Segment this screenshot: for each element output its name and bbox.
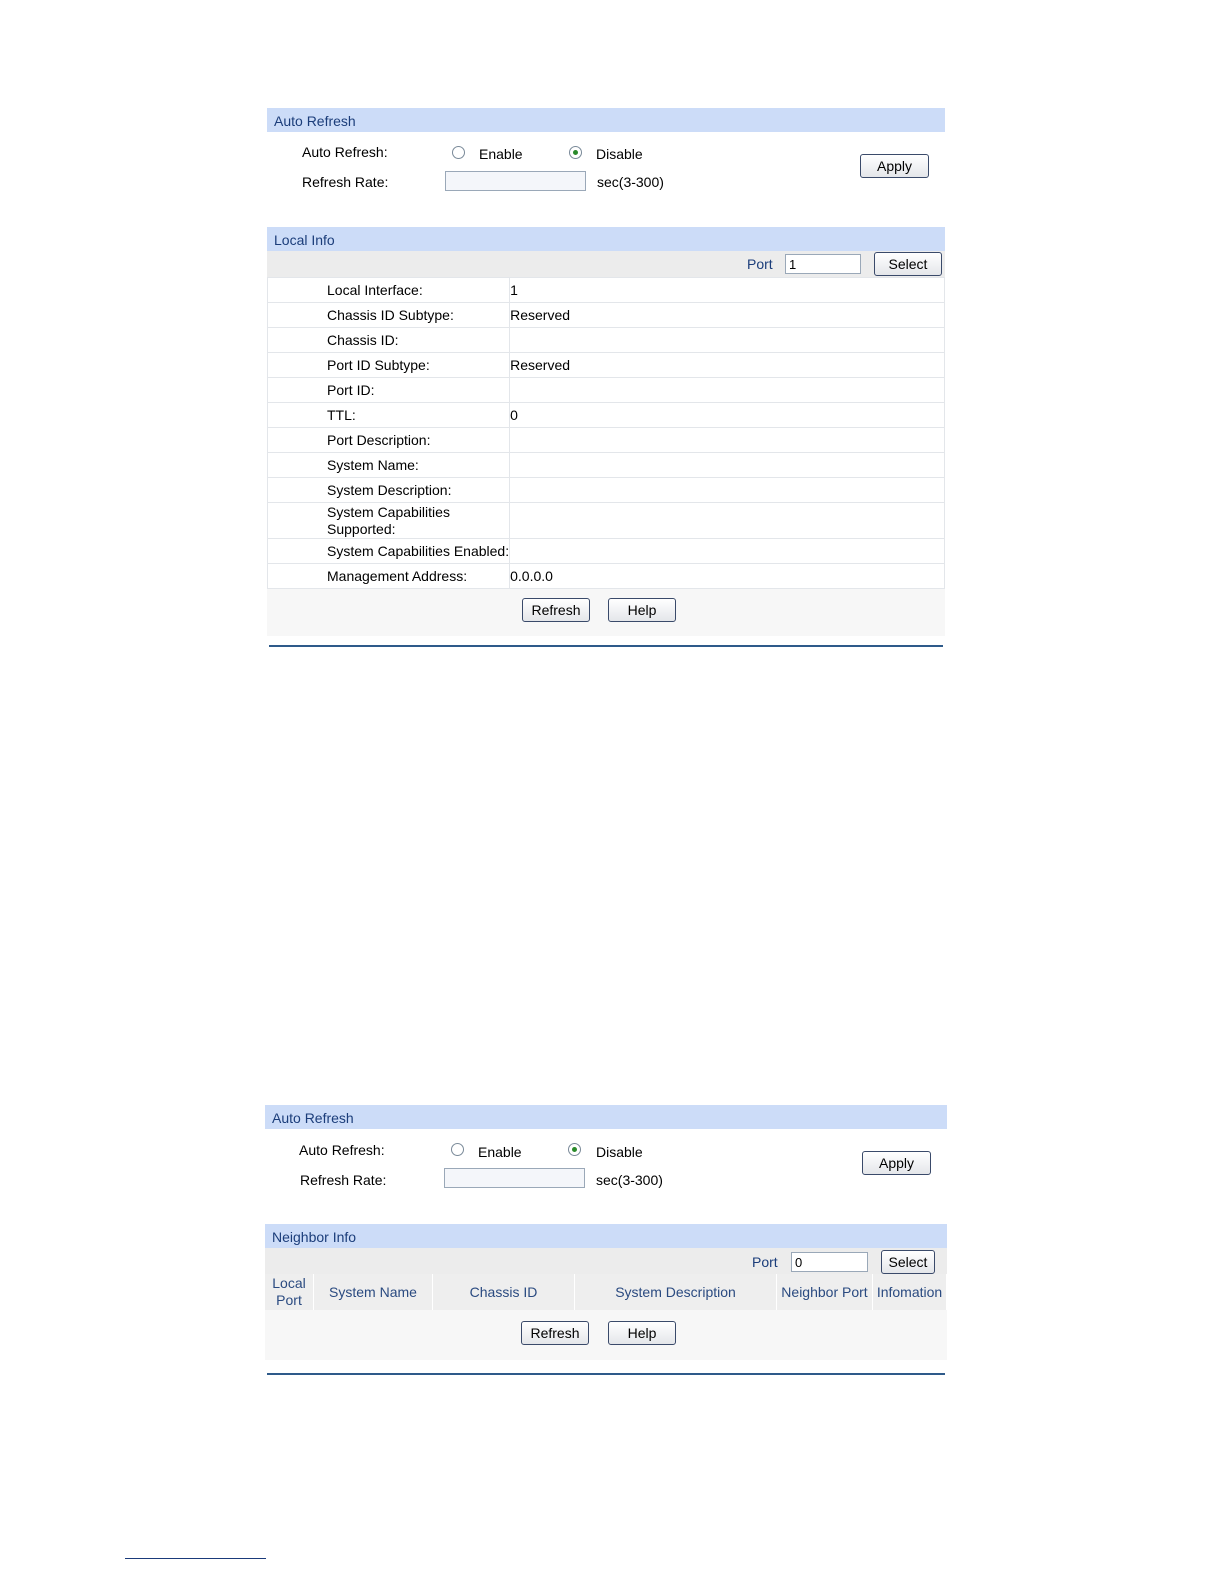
auto-refresh-body [267,132,945,200]
refresh-rate-hint: sec(3-300) [596,1172,663,1188]
local-info-table [267,277,945,589]
screen1-local-info-panel [267,227,945,636]
info-value [510,328,945,353]
local-info-footer [267,589,945,636]
info-row [268,403,945,428]
help-button[interactable]: Help [608,598,676,622]
screen2-auto-refresh-panel [265,1105,947,1197]
info-value [510,539,945,564]
enable-radio[interactable] [452,146,465,159]
info-label: System Name: [268,453,510,478]
info-label: System Capabilities Enabled: [268,539,510,564]
disable-radio[interactable] [568,1143,581,1156]
auto-refresh-label: Auto Refresh: [299,1142,385,1158]
info-label: TTL: [268,403,510,428]
section-divider [269,645,943,647]
info-value: 1 [510,278,945,303]
port-select-bar [267,251,945,277]
info-label: Chassis ID: [268,328,510,353]
disable-radio[interactable] [569,146,582,159]
info-row [268,303,945,328]
info-label: Port ID: [268,378,510,403]
neighbor-info-footer [265,1310,947,1360]
info-row [268,378,945,403]
select-button[interactable]: Select [881,1250,935,1274]
neighbor-table-header [265,1274,947,1310]
auto-refresh-header: Auto Refresh [265,1105,947,1129]
refresh-rate-input[interactable] [444,1168,585,1188]
screen1-auto-refresh-panel [267,108,945,200]
neighbor-table [265,1274,947,1310]
info-row [268,278,945,303]
screen2-neighbor-info-panel [265,1224,947,1360]
info-row [268,564,945,589]
info-row [268,453,945,478]
auto-refresh-body [265,1129,947,1197]
port-select-bar [265,1248,947,1274]
column-header: Infomation [873,1274,947,1310]
auto-refresh-header: Auto Refresh [267,108,945,132]
refresh-rate-hint: sec(3-300) [597,174,664,190]
info-value [510,453,945,478]
section-divider [267,1373,945,1375]
info-value: 0.0.0.0 [510,564,945,589]
column-header: Local Port [265,1274,314,1310]
info-label: Port ID Subtype: [268,353,510,378]
info-label: Chassis ID Subtype: [268,303,510,328]
info-row [268,478,945,503]
auto-refresh-label: Auto Refresh: [302,144,388,160]
disable-label: Disable [596,1144,643,1160]
enable-label: Enable [478,1144,522,1160]
info-label: Port Description: [268,428,510,453]
disable-label: Disable [596,146,643,162]
enable-label: Enable [479,146,523,162]
refresh-button[interactable]: Refresh [522,598,590,622]
port-input[interactable] [785,254,861,274]
apply-button[interactable]: Apply [862,1151,931,1175]
port-label: Port [752,1254,778,1270]
select-button[interactable]: Select [874,252,942,276]
info-value [510,478,945,503]
apply-button[interactable]: Apply [860,154,929,178]
info-value [510,378,945,403]
info-row [268,328,945,353]
refresh-rate-label: Refresh Rate: [302,174,389,190]
column-header: System Description [575,1274,777,1310]
column-header: System Name [314,1274,433,1310]
info-row [268,353,945,378]
help-button[interactable]: Help [608,1321,676,1345]
refresh-rate-label: Refresh Rate: [300,1172,387,1188]
local-info-header: Local Info [267,227,945,251]
info-row [268,428,945,453]
info-value: 0 [510,403,945,428]
info-value: Reserved [510,353,945,378]
neighbor-info-header: Neighbor Info [265,1224,947,1248]
info-label: Management Address: [268,564,510,589]
column-header: Neighbor Port [777,1274,873,1310]
info-value [510,503,945,539]
info-value: Reserved [510,303,945,328]
info-row [268,503,945,539]
info-row [268,539,945,564]
info-value [510,428,945,453]
port-label: Port [747,256,773,272]
info-label: System Description: [268,478,510,503]
info-label: Local Interface: [268,278,510,303]
column-header: Chassis ID [433,1274,575,1310]
footnote-divider [125,1558,266,1559]
info-label: System Capabilities Supported: [268,503,510,539]
refresh-rate-input[interactable] [445,171,586,191]
enable-radio[interactable] [451,1143,464,1156]
refresh-button[interactable]: Refresh [521,1321,589,1345]
port-input[interactable] [791,1252,868,1272]
